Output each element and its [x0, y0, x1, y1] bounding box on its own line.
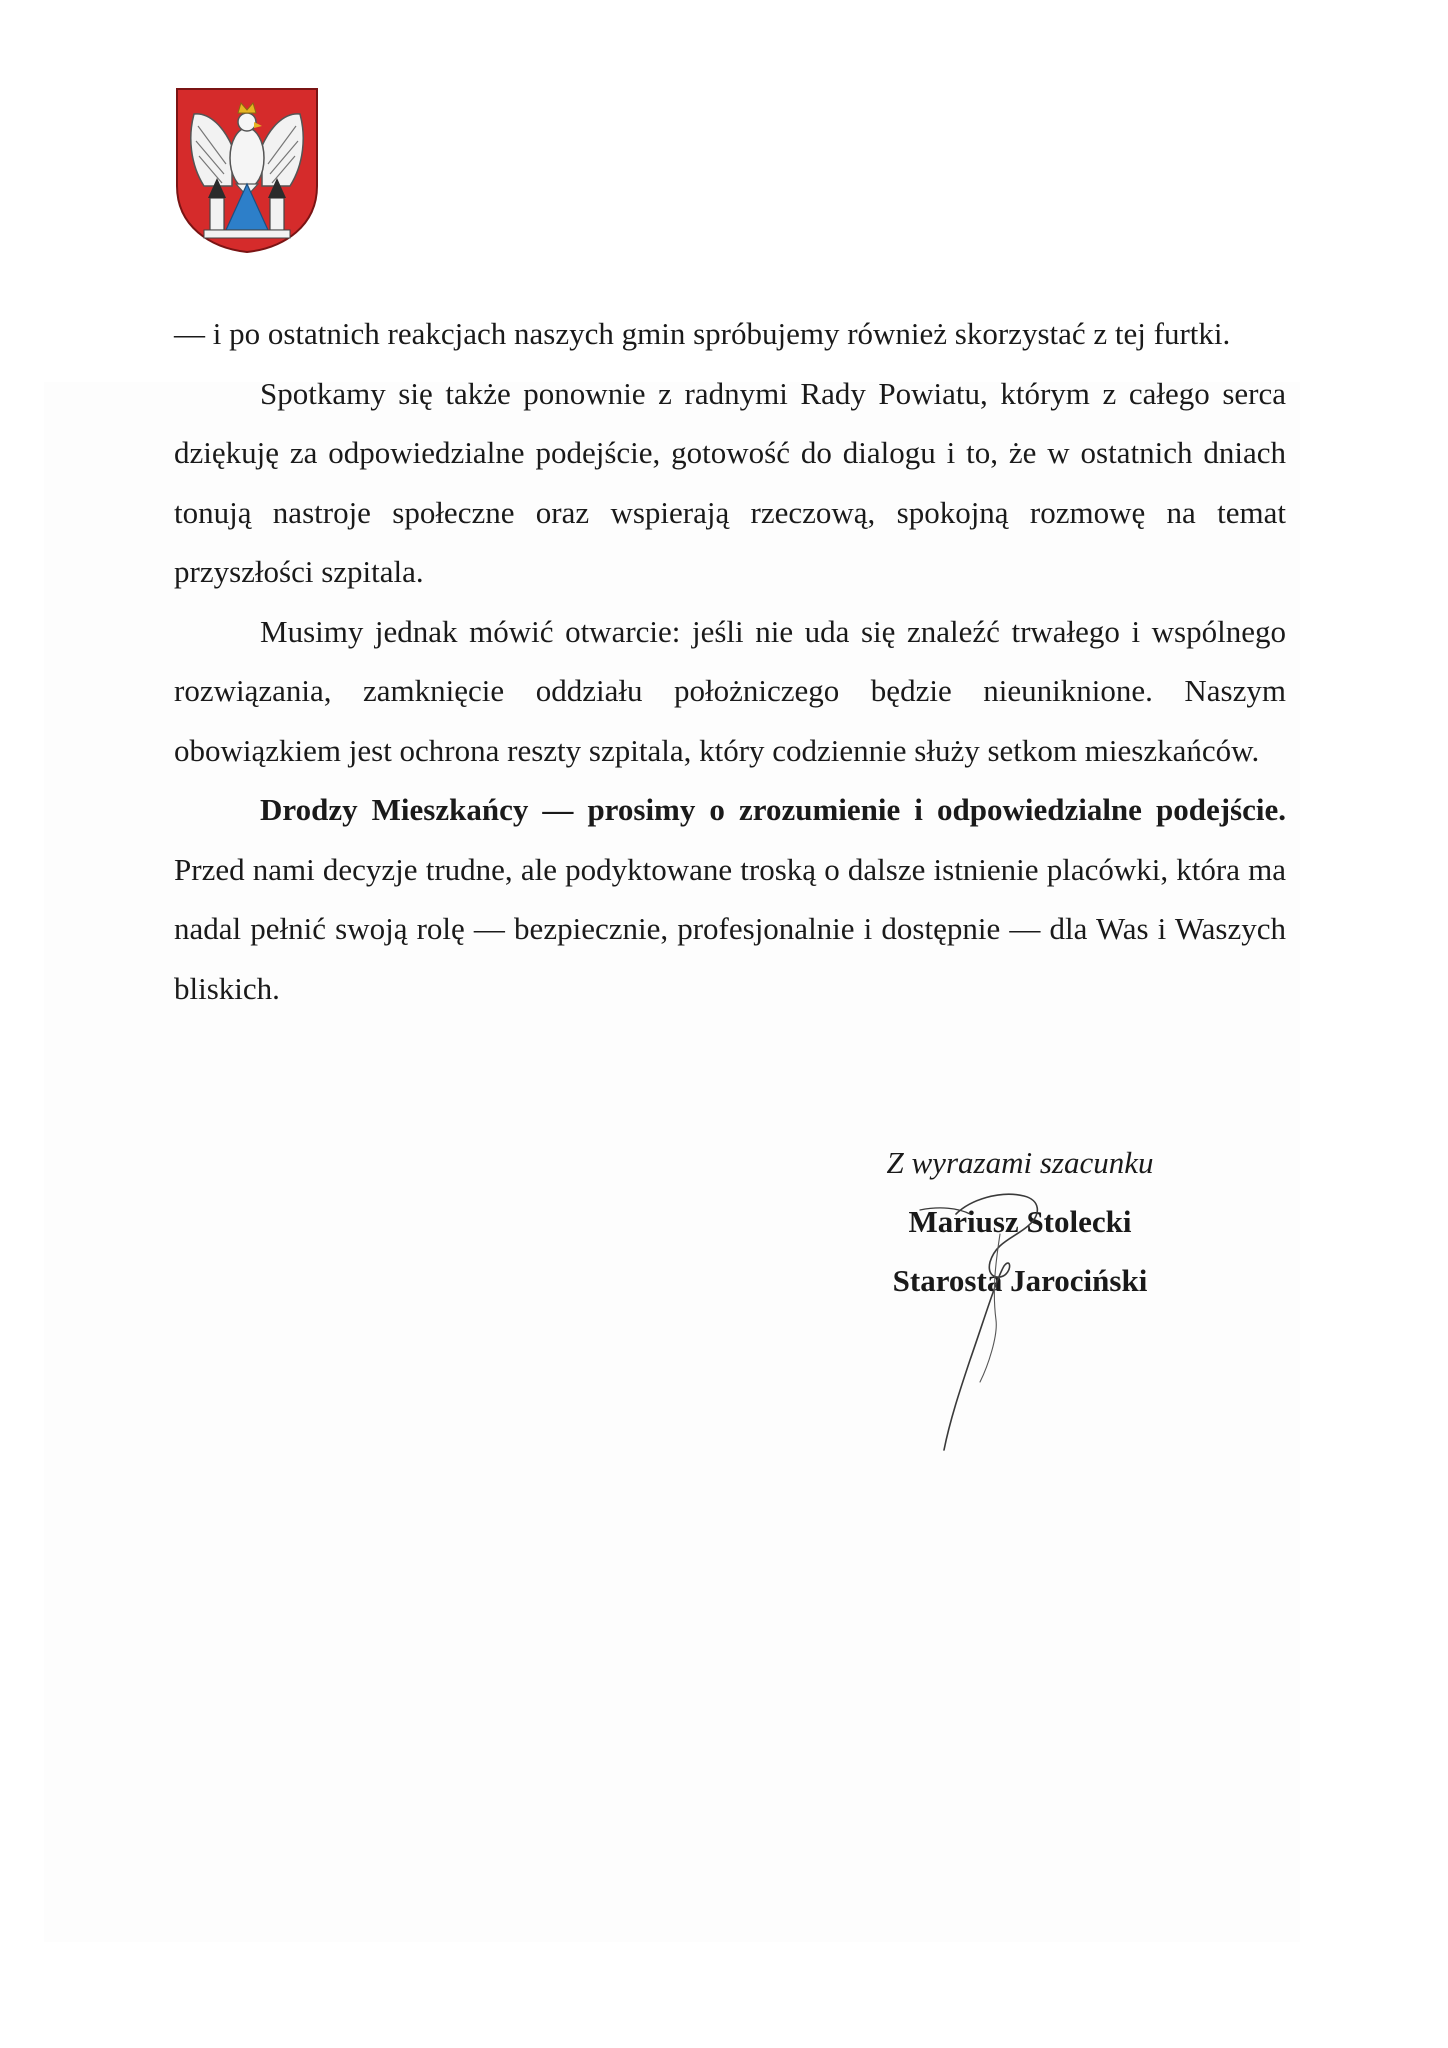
paragraph-3: Musimy jednak mówić otwarcie: jeśli nie uda się znaleźć trwałego i wspólnego rozwiązania, zamknięcie oddziału położniczego będzie nieuniknione. Naszym obowiązkiem jest ochrona reszty szpitala, który codziennie służy setkom mieszkańców. — [174, 613, 1286, 768]
paragraph-4-text: Przed nami decyzje trudne, ale podyktowane troską o dalsze istnienie placówki, która ma nadal pełnić swoją rolę — bezpiecznie, profesjonalnie i dostępnie — dla Was i Waszych bliskich. — [174, 851, 1286, 1006]
paragraph-4-bold-lead: Drodzy Mieszkańcy — prosimy o zrozumienie i odpowiedzialne podejście. — [260, 792, 1286, 827]
paragraph-4 — [174, 780, 1286, 1018]
paragraph-2: Spotkamy się także ponownie z radnymi Rady Powiatu, którym z całego serca dziękuję za odpowiedzialne podejście, gotowość do dialogu i to, że w ostatnich dniach tonują nastroje społeczne oraz wspierają rzeczową, spokojną rozmowę na temat przyszłości szpitala. — [174, 375, 1286, 589]
paragraph-1: — i po ostatnich reakcjach naszych gmin spróbujemy również skorzystać z tej furtki. — [174, 316, 1231, 351]
signatory-name: Mariusz Stolecki — [908, 1204, 1132, 1239]
letter-body — [174, 304, 1286, 1018]
handwritten-signature-icon — [900, 1170, 1100, 1460]
signatory-role: Starosta Jarociński — [892, 1263, 1148, 1298]
closing-greeting: Z wyrazami szacunku — [886, 1145, 1154, 1180]
coat-of-arms-icon — [174, 86, 320, 254]
